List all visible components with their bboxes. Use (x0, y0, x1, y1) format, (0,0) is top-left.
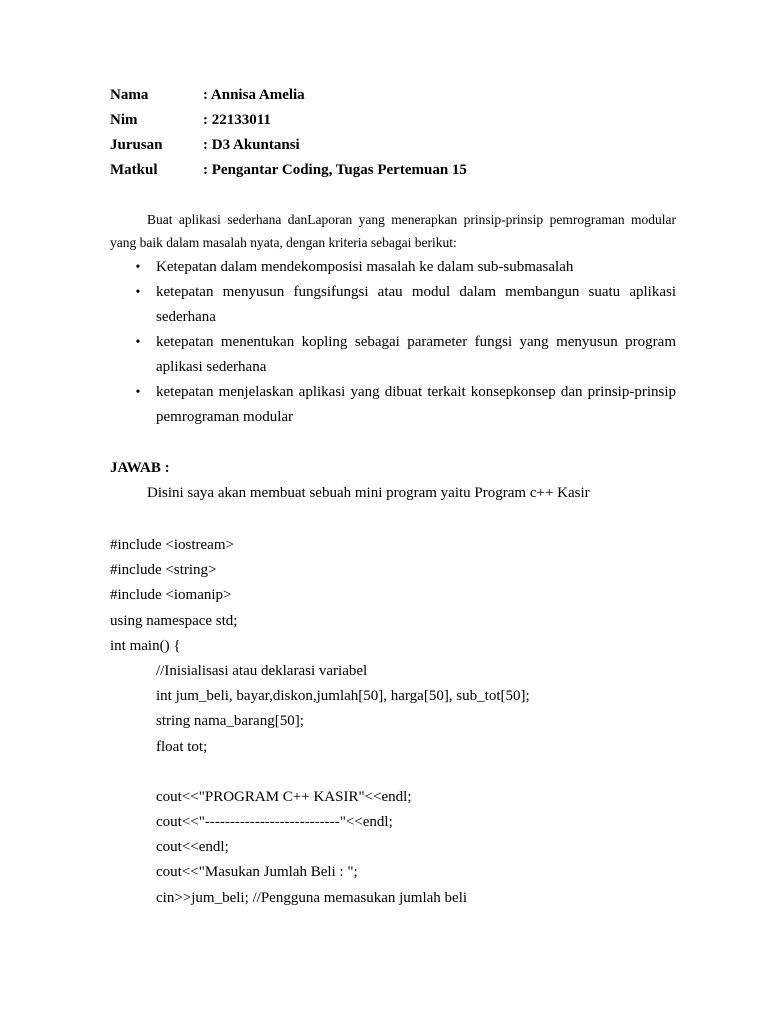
info-row-nama (110, 85, 690, 110)
code-line (110, 760, 690, 785)
code-line: cout<<"Masukan Jumlah Beli : "; (156, 864, 358, 881)
criteria-item (110, 255, 676, 280)
code-line: cout<<endl; (156, 839, 229, 856)
info-row-jurusan (110, 135, 690, 160)
code-line: cout<<"---------------------------"<<endl; (156, 814, 393, 831)
assignment-intro (110, 208, 676, 254)
criteria-list (110, 255, 676, 430)
code-line: string nama_barang[50]; (156, 713, 304, 730)
info-value: : D3 Akuntansi (203, 137, 300, 153)
student-info-header (110, 85, 690, 185)
code-line: int jum_beli, bayar,diskon,jumlah[50], harga[50], sub_tot[50]; (156, 688, 530, 705)
bullet-icon: • (135, 260, 141, 275)
info-row-matkul (110, 160, 690, 185)
code-line: cout<<"PROGRAM C++ KASIR"<<endl; (156, 788, 412, 805)
code-line: cin>>jum_beli; //Pengguna memasukan jumlah beli (156, 889, 468, 906)
bullet-icon: • (135, 385, 141, 400)
code-line: float tot; (156, 738, 208, 755)
criteria-text: ketepatan menjelaskan aplikasi yang dibuat terkait konsepkonsep dan prinsip-prinsip pemrograman modular (156, 384, 676, 425)
criteria-item (110, 330, 676, 380)
code-listing (110, 533, 690, 911)
code-line: #include <string> (110, 562, 217, 579)
criteria-text: ketepatan menyusun fungsifungsi atau modul dalam membangun suatu aplikasi sederhana (156, 284, 676, 325)
code-line: #include <iostream> (110, 537, 234, 553)
code-line: using namespace std; (110, 612, 238, 629)
info-value: : Annisa Amelia (203, 87, 305, 103)
code-line: int main() { (110, 637, 181, 654)
info-row-nim (110, 110, 690, 135)
intro-paragraph: Buat aplikasi sederhana danLaporan yang menerapkan prinsip-prinsip pemrograman modular yang baik dalam masalah nyata, dengan kriteria sebagai berikut: (110, 212, 676, 250)
info-value: : Pengantar Coding, Tugas Pertemuan 15 (203, 162, 467, 178)
info-label: Matkul (110, 162, 158, 178)
info-label: Nama (110, 87, 149, 103)
code-line: #include <iomanip> (110, 587, 232, 604)
bullet-icon: • (135, 335, 141, 350)
info-label: Jurusan (110, 137, 163, 153)
info-label: Nim (110, 112, 138, 128)
criteria-text: Ketepatan dalam mendekomposisi masalah ke dalam sub-submasalah (156, 259, 574, 275)
bullet-icon: • (135, 285, 141, 300)
code-line: //Inisialisasi atau deklarasi variabel (156, 662, 368, 679)
criteria-item (110, 280, 676, 330)
info-value: : 22133011 (203, 112, 271, 128)
criteria-item (110, 380, 676, 430)
answer-heading: JAWAB : (110, 460, 170, 476)
criteria-text: ketepatan menentukan kopling sebagai parameter fungsi yang menyusun program aplikasi sederhana (156, 334, 676, 375)
answer-intro: Disini saya akan membuat sebuah mini program yaitu Program c++ Kasir (147, 485, 590, 501)
